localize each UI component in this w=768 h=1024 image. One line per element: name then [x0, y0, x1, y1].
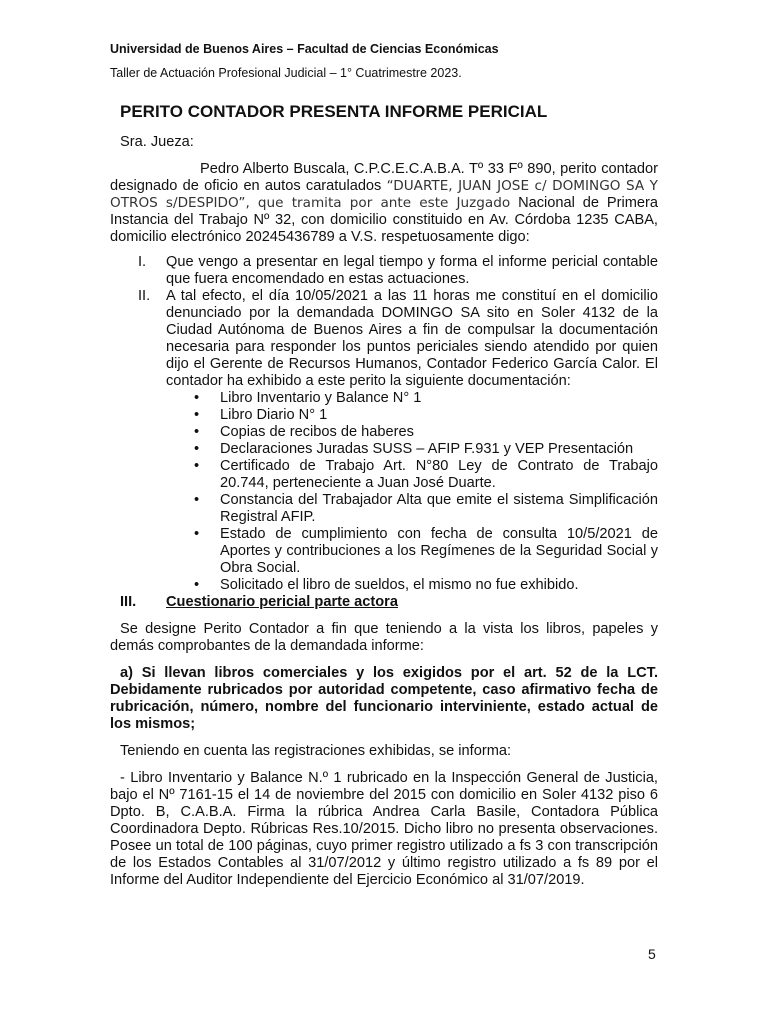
document-title: PERITO CONTADOR PRESENTA INFORME PERICIAL [120, 102, 548, 121]
section-title: Cuestionario pericial parte actora [166, 594, 398, 610]
header-institution: Universidad de Buenos Aires – Facultad de Ciencias Económicas [110, 42, 499, 56]
section-number: III. [120, 594, 137, 610]
request-paragraph: Se designe Perito Contador a fin que teniendo a la vista los libros, papeles y demás comprobantes de la demandada informe: [110, 621, 658, 654]
item-number: I. [138, 254, 147, 270]
document-body [110, 128, 658, 889]
document-item: • Libro Diario N° 1 [194, 407, 658, 424]
answer-text: - Libro Inventario y Balance N.º 1 rubricado en la Inspección General de Justicia, bajo el Nº 7161-15 el 14 de noviembre del 2015 con domicilio en Soler 4132 piso 6 Dpto. B, C.A.B.A. Firma la rúbrica Andrea Carla Basile, Contadora Pública Coordinadora Depto. Rúbricas Res.10/2015. Dicho libro no presenta observaciones. Posee un total de 100 páginas, cuyo primer registro utilizado a fs 3 con transcripción de los Estados Contables al 31/07/2012 y último registro utilizado a fs 89 por el Informe del Auditor Independiente del Ejercicio Económico al 31/07/2019. [110, 770, 658, 888]
intro-part2: Nacional de Primera Instancia del Trabajo Nº 32, con domicilio constituido en Av. Córdoba 1235 CABA, domicilio electrónico 20245436789 a V.S. respetuosamente digo: [110, 195, 658, 245]
item-number: II. [138, 288, 151, 304]
documents-list [194, 390, 658, 594]
list-item [110, 254, 658, 288]
section-heading [110, 594, 658, 611]
document-item: • Solicitado el libro de sueldos, el mismo no fue exhibido. [194, 577, 658, 594]
intro-paragraph [110, 161, 658, 246]
item-text: A tal efecto, el día 10/05/2021 a las 11 horas me constituí en el domicilio denunciado por la demandada DOMINGO SA sito en Soler 4132 de la Ciudad Autónoma de Buenos Aires a fin de compulsar la documentación necesaria para responder los puntos periciales siendo atendido por quien dijo el Gerente de Recursos Humanos, Contador Federico García Calor. El contador ha exhibido a este perito la siguiente documentación: [166, 288, 658, 389]
document-item: • Copias de recibos de haberes [194, 424, 658, 441]
document-item: • Certificado de Trabajo Art. N°80 Ley de Contrato de Trabajo 20.744, perteneciente a Juan José Duarte. [194, 458, 658, 492]
document-item: • Constancia del Trabajador Alta que emite el sistema Simplificación Registral AFIP. [194, 492, 658, 526]
page-number: 5 [648, 946, 656, 962]
case-name: “DUARTE, JUAN JOSE c/ DOMINGO SA Y OTROS s/DESPIDO”, que tramita por ante este Juzgado [110, 178, 658, 211]
item-text: Que vengo a presentar en legal tiempo y forma el informe pericial contable que fuera encomendado en estas actuaciones. [166, 254, 658, 287]
question-a: a) Si llevan libros comerciales y los exigidos por el art. 52 de la LCT. Debidamente rubricados por autoridad competente, caso afirmativo fecha de rubricación, número, nombre del funcionario interviniente, estado actual de los mismos; [110, 665, 658, 732]
salutation: Sra. Jueza: [120, 134, 194, 150]
document-item: • Estado de cumplimiento con fecha de consulta 10/5/2021 de Aportes y contribuciones a los Regímenes de la Seguridad Social y Obra Social. [194, 526, 658, 577]
list-item [110, 288, 658, 390]
header-course: Taller de Actuación Profesional Judicial – 1° Cuatrimestre 2023. [110, 66, 462, 80]
document-item: • Declaraciones Juradas SUSS – AFIP F.931 y VEP Presentación [194, 441, 658, 458]
intro-part1: Pedro Alberto Buscala, C.P.C.E.C.A.B.A. Tº 33 Fº 890, perito contador designado de oficio en autos caratulados [110, 161, 658, 194]
document-item: • Libro Inventario y Balance N° 1 [194, 390, 658, 407]
answer-intro: Teniendo en cuenta las registraciones exhibidas, se informa: [120, 743, 512, 759]
